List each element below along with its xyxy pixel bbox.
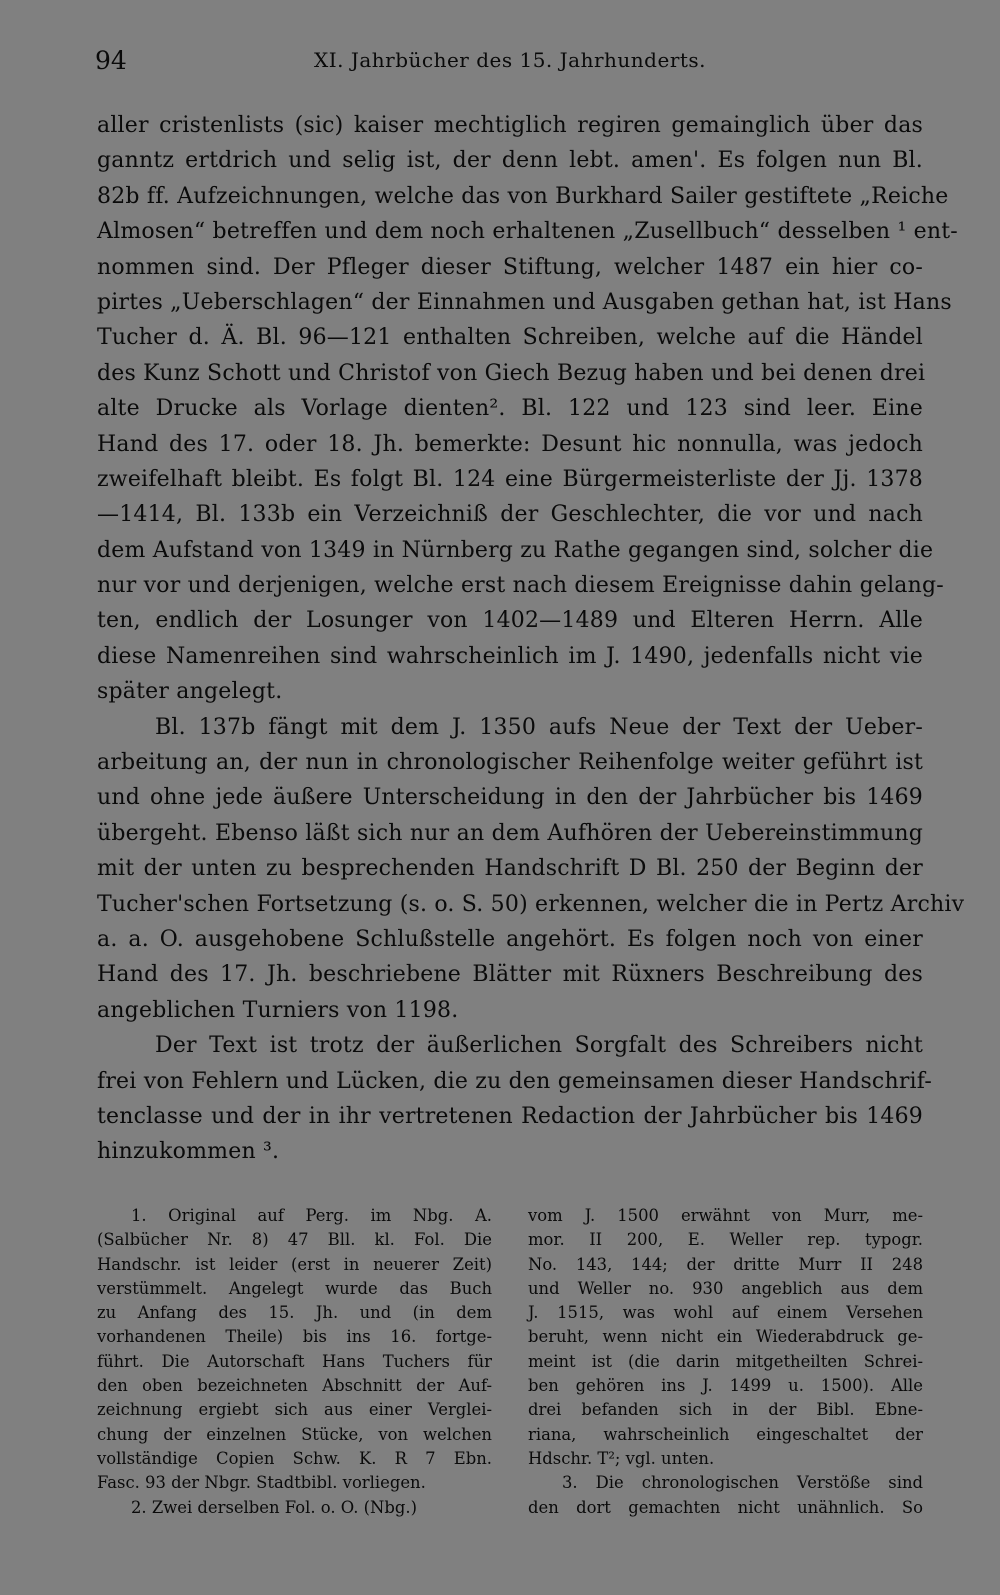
footnote-line: den oben bezeichneten Abschnitt der Auf- xyxy=(97,1376,492,1396)
footnote-line: führt. Die Autorschaft Hans Tuchers für xyxy=(97,1351,492,1371)
text-line: —1414, Bl. 133b ein Verzeichniß der Geschlechter, die vor und nach xyxy=(97,502,923,528)
text-line: arbeitung an, der nun in chronologischer Reihenfolge weiter geführt ist xyxy=(97,750,923,776)
footnote-line: meint ist (die darin mitgetheilten Schrei- xyxy=(528,1351,923,1371)
footnote-line: Fasc. 93 der Nbgr. Stadtbibl. vorliegen. xyxy=(97,1473,426,1493)
footnote-line: zu Anfang des 15. Jh. und (in dem xyxy=(97,1303,492,1323)
text-line: zweifelhaft bleibt. Es folgt Bl. 124 eine Bürgermeisterliste der Jj. 1378 xyxy=(97,466,923,492)
footnote-line: drei befanden sich in der Bibl. Ebne- xyxy=(528,1400,923,1420)
text-line: diese Namenreihen sind wahrscheinlich im J. 1490, jedenfalls nicht vie xyxy=(97,643,923,669)
footnotes xyxy=(97,1204,923,1584)
footnote-line: vorhandenen Theile) bis ins 16. fortge- xyxy=(97,1327,492,1347)
footnote-line: 2. Zwei derselben Fol. o. O. (Nbg.) xyxy=(131,1497,417,1517)
text-line: Tucher'schen Fortsetzung (s. o. S. 50) erkennen, welcher die in Pertz Archiv xyxy=(97,891,965,917)
footnote-line: vollständige Copien Schw. K. R 7 Ebn. xyxy=(97,1448,492,1468)
main-text xyxy=(97,108,965,1170)
footnote-line: zeichnung ergiebt sich aus einer Verglei- xyxy=(97,1400,492,1420)
text-line: ten, endlich der Losunger von 1402—1489 und Elteren Herrn. Alle xyxy=(97,608,923,634)
footnote-line: (Salbücher Nr. 8) 47 Bll. kl. Fol. Die xyxy=(97,1230,492,1250)
text-line: ganntz ertdrich und selig ist, der denn lebt. amen'. Es folgen nun Bl. xyxy=(97,148,923,174)
text-line: Tucher d. Ä. Bl. 96—121 enthalten Schreiben, welche auf die Händel xyxy=(97,325,923,351)
footnote-line: chung der einzelnen Stücke, von welchen xyxy=(97,1424,492,1444)
footnotes-left-column xyxy=(97,1204,492,1520)
page-header xyxy=(95,46,925,80)
text-line: Almosen“ betreffen und dem noch erhaltenen „Zusellbuch“ desselben ¹ ent- xyxy=(97,219,958,245)
footnote-line: J. 1515, was wohl auf einem Versehen xyxy=(528,1303,923,1323)
footnote-line: beruht, wenn nicht ein Wiederabdruck ge- xyxy=(528,1327,923,1347)
text-line: angeblichen Turniers von 1198. xyxy=(97,997,459,1023)
footnote-line: mor. II 200, E. Weller rep. typogr. xyxy=(528,1230,923,1250)
text-line: nommen sind. Der Pfleger dieser Stiftung, welcher 1487 ein hier co- xyxy=(97,254,923,280)
text-line: Hand des 17. oder 18. Jh. bemerkte: Desunt hic nonnulla, was jedoch xyxy=(97,431,923,457)
text-line: und ohne jede äußere Unterscheidung in den der Jahrbücher bis 1469 xyxy=(97,785,923,811)
text-line: dem Aufstand von 1349 in Nürnberg zu Rathe gegangen sind, solcher die xyxy=(97,537,934,563)
text-line: des Kunz Schott und Christof von Giech Bezug haben und bei denen drei xyxy=(97,360,926,386)
footnote-line: riana, wahrscheinlich eingeschaltet der xyxy=(528,1424,923,1444)
text-line: übergeht. Ebenso läßt sich nur an dem Aufhören der Uebereinstimmung xyxy=(97,820,923,846)
text-line: Bl. 137b fängt mit dem J. 1350 aufs Neue der Text der Ueber- xyxy=(155,714,923,740)
text-line: hinzukommen ³. xyxy=(97,1139,280,1165)
text-line: aller cristenlists (sic) kaiser mechtiglich regiren gemainglich über das xyxy=(97,113,923,138)
footnote-line: ben gehören ins J. 1499 u. 1500). Alle xyxy=(528,1376,923,1396)
text-line: frei von Fehlern und Lücken, die zu den gemeinsamen dieser Handschrif- xyxy=(97,1068,932,1094)
text-line: pirtes „Ueberschlagen“ der Einnahmen und Ausgaben gethan hat, ist Hans xyxy=(97,289,952,315)
footnote-line: 3. Die chronologischen Verstöße sind xyxy=(562,1473,923,1493)
text-line: später angelegt. xyxy=(97,679,283,705)
page-number: 94 xyxy=(95,46,127,75)
text-line: mit der unten zu besprechenden Handschrift D Bl. 250 der Beginn der xyxy=(97,856,923,882)
running-head: XI. Jahrbücher des 15. Jahrhunderts. xyxy=(313,48,707,72)
footnote-line: No. 143, 144; der dritte Murr II 248 xyxy=(528,1254,923,1274)
text-line: Hand des 17. Jh. beschriebene Blätter mit Rüxners Beschreibung des xyxy=(97,962,923,988)
footnote-line: Hdschr. T²; vgl. unten. xyxy=(528,1448,715,1468)
text-line: alte Drucke als Vorlage dienten². Bl. 122 und 123 sind leer. Eine xyxy=(97,396,923,422)
text-line: Der Text ist trotz der äußerlichen Sorgfalt des Schreibers nicht xyxy=(155,1033,923,1059)
footnotes-right-column xyxy=(528,1204,923,1520)
text-line: nur vor und derjenigen, welche erst nach diesem Ereignisse dahin gelang- xyxy=(97,573,944,599)
footnote-line: 1. Original auf Perg. im Nbg. A. xyxy=(131,1206,492,1225)
text-line: 82b ff. Aufzeichnungen, welche das von Burkhard Sailer gestiftete „Reiche xyxy=(97,183,949,209)
footnote-line: vom J. 1500 erwähnt von Murr, me- xyxy=(528,1206,923,1225)
footnote-line: Handschr. ist leider (erst in neuerer Zeit) xyxy=(97,1254,492,1274)
footnote-line: verstümmelt. Angelegt wurde das Buch xyxy=(97,1278,492,1298)
text-line: tenclasse und der in ihr vertretenen Redaction der Jahrbücher bis 1469 xyxy=(97,1103,923,1129)
footnote-line: den dort gemachten nicht unähnlich. So xyxy=(528,1497,923,1517)
text-line: a. a. O. ausgehobene Schlußstelle angehört. Es folgen noch von einer xyxy=(97,926,923,952)
footnote-line: und Weller no. 930 angeblich aus dem xyxy=(528,1278,923,1298)
